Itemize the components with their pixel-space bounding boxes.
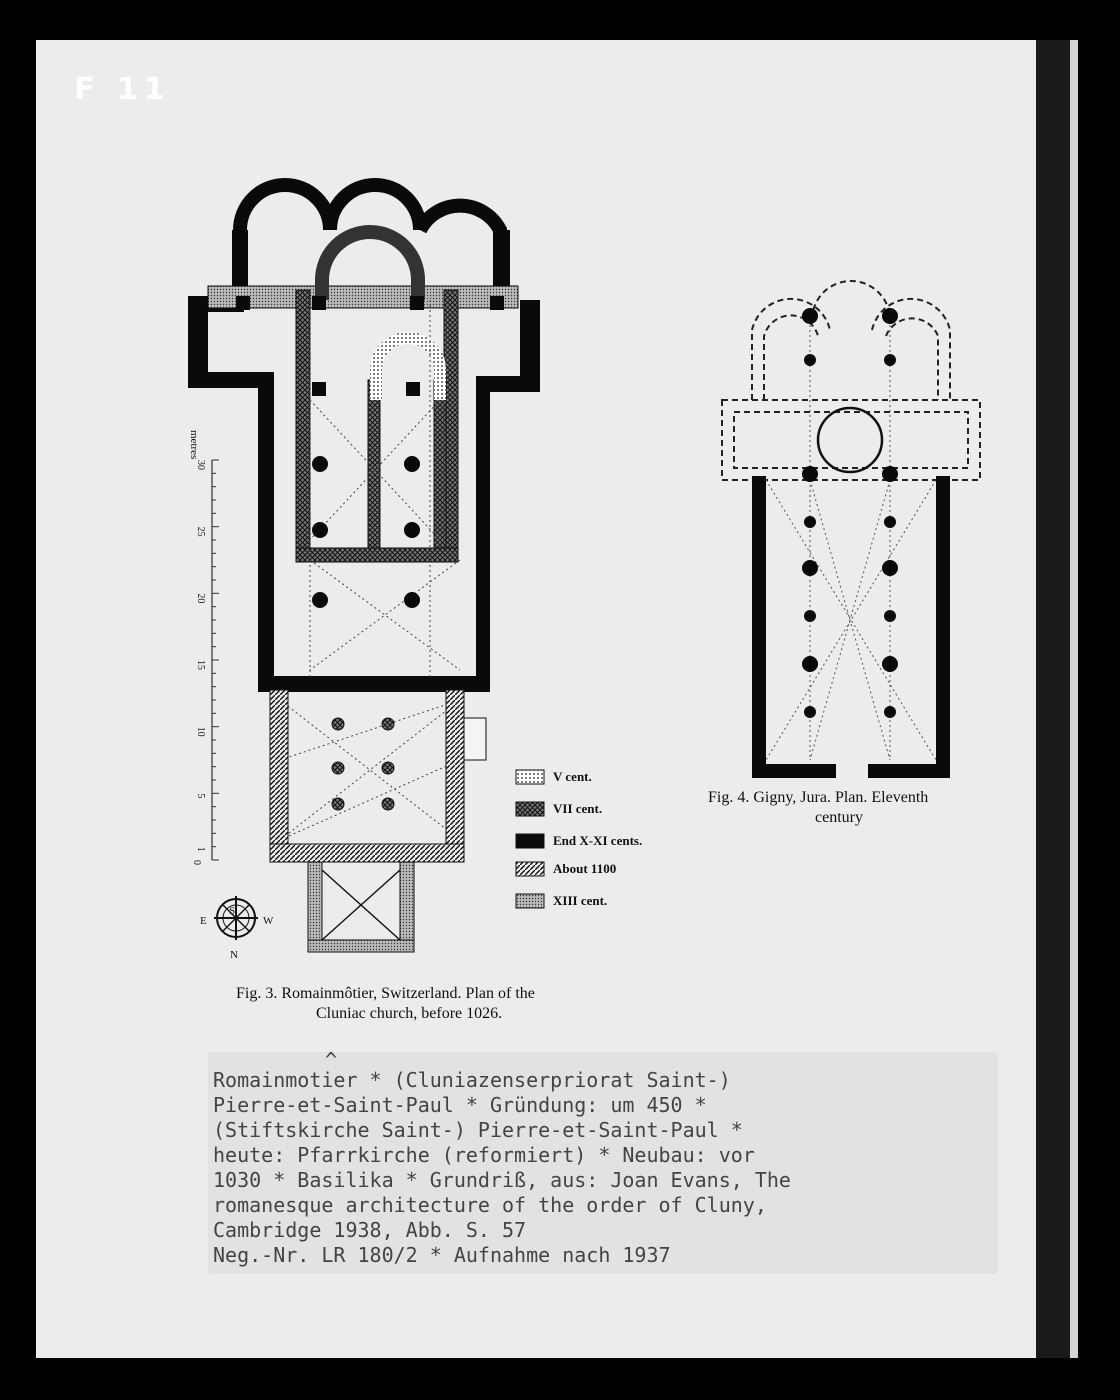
fig4-pier: [804, 610, 816, 622]
note-line-5: 1030 * Basilika * Grundriß, aus: Joan Evans, The: [213, 1168, 791, 1192]
fig4-pier: [884, 706, 896, 718]
fig4-pier: [802, 656, 818, 672]
scale-bar-minor-ticks: [212, 460, 219, 860]
scale-tick-label-0: 0: [191, 860, 202, 865]
fig4-pier: [802, 308, 818, 324]
fig4-pier: [884, 516, 896, 528]
note-line-7: Cambridge 1938, Abb. S. 57: [213, 1218, 527, 1242]
fig4-pier: [802, 466, 818, 482]
fig4-caption-line1: Fig. 4. Gigny, Jura. Plan. Eleventh: [708, 789, 929, 806]
scale-tick-label-3: 10: [195, 726, 206, 737]
fig4-apses: [722, 281, 980, 480]
scale-unit-label: metres: [188, 430, 200, 460]
fig4-vaults: [766, 320, 936, 760]
fig4-pier: [884, 354, 896, 366]
fig4-crossing-dome: [818, 408, 882, 472]
scale-tick-label-2: 5: [195, 793, 206, 799]
compass-rose: [214, 896, 258, 940]
fig3-caption-line1: Fig. 3. Romainmôtier, Switzerland. Plan of the: [236, 985, 535, 1002]
fig3-narthex: [270, 690, 464, 862]
legend-swatch-end-x-xi: [516, 834, 544, 848]
fig3-side-chapel: [464, 718, 486, 760]
fig3-choir-walls: [296, 290, 458, 562]
fig4-pier: [882, 308, 898, 324]
compass-n: N: [230, 949, 238, 961]
fig4-pier: [804, 354, 816, 366]
fig4-pier: [804, 706, 816, 718]
legend-label-v-cent: V cent.: [553, 769, 592, 784]
scale-tick-label-7: 30: [195, 460, 206, 470]
fig4-caption-line2: century: [815, 809, 863, 826]
legend-swatch-vii-cent: [516, 802, 544, 816]
fig4-pier: [882, 466, 898, 482]
legend-label-about-1100: About 1100: [553, 861, 617, 876]
scale-tick-label-1: 1: [195, 846, 206, 852]
card-label: F 11: [74, 72, 171, 107]
note-line-8: Neg.-Nr. LR 180/2 * Aufnahme nach 1937: [213, 1243, 671, 1267]
scale-tick-label-6: 25: [195, 526, 206, 537]
fig4-walls: [752, 476, 950, 778]
scale-bar-labels: [191, 460, 206, 865]
note-line-6: romanesque architecture of the order of Cluny,: [213, 1193, 767, 1217]
fig3-transept: [208, 286, 518, 308]
legend-label-end-x-xi: End X-XI cents.: [553, 833, 643, 848]
compass-w: W: [263, 915, 274, 927]
fig3-narthex-piers: [332, 718, 394, 810]
legend-swatch-v-cent: [516, 770, 544, 784]
fig4-pier: [882, 560, 898, 576]
note-line-2: Pierre-et-Saint-Paul * Gründung: um 450 *: [213, 1093, 707, 1117]
compass-e: E: [200, 915, 207, 927]
legend-label-vii-cent: VII cent.: [553, 801, 603, 816]
note-circumflex-mark: ^: [325, 1048, 338, 1072]
scale-tick-label-4: 15: [195, 660, 206, 670]
note-line-1: Romainmotier * (Cluniazenserpriorat Saint-): [213, 1068, 731, 1092]
fig4-piers: [802, 308, 898, 718]
scale-tick-label-5: 20: [195, 593, 206, 604]
fig4-pier: [802, 560, 818, 576]
fig4-pier: [804, 516, 816, 528]
legend-label-xiii-cent: XIII cent.: [553, 893, 608, 908]
fig4-pier: [882, 656, 898, 672]
note-line-4: heute: Pfarrkirche (reformiert) * Neubau: vor: [213, 1143, 755, 1167]
legend-swatch-xiii-cent: [516, 894, 544, 908]
fig4-pier: [884, 610, 896, 622]
note-line-3: (Stiftskirche Saint-) Pierre-et-Saint-Paul *: [213, 1118, 743, 1142]
fig3-caption-line2: Cluniac church, before 1026.: [316, 1005, 503, 1022]
compass-s: S: [229, 905, 236, 917]
fig3-porch-vault: [322, 870, 400, 940]
legend-swatch-about-1100: [516, 862, 544, 876]
